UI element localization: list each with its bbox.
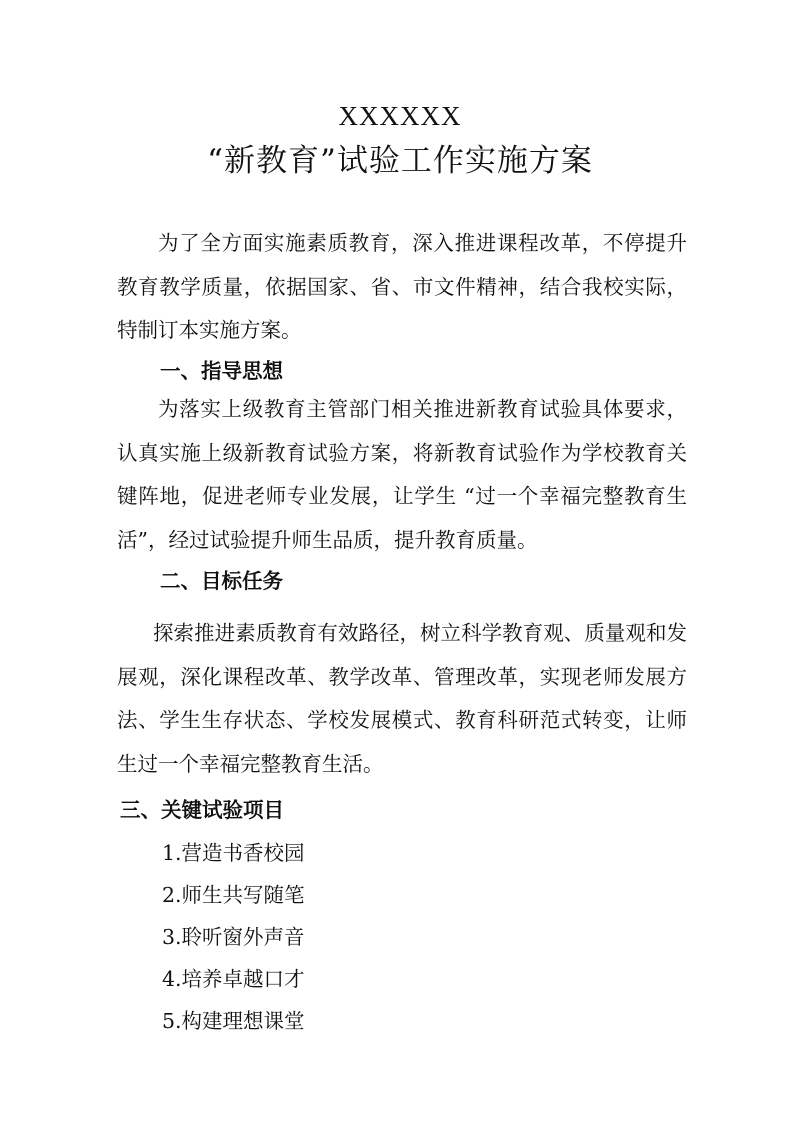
- list-item: 1.营造书香校园: [162, 841, 305, 865]
- list-item: 3.聆听窗外声音: [162, 925, 305, 949]
- title-line-2: “新教育”试验工作实施方案: [207, 143, 593, 179]
- list-item: 4.培养卓越口才: [162, 967, 305, 991]
- section-heading-2: 二、目标任务: [160, 569, 283, 593]
- section-heading-1: 一、指导思想: [160, 359, 283, 383]
- list-item: 5.构建理想课堂: [162, 1009, 305, 1033]
- list-item: 2.师生共写随笔: [162, 883, 305, 907]
- title-line-1: XXXXXX: [338, 101, 462, 131]
- section-body-2: 探索推进素质教育有效路径，树立科学教育观、质量观和发展观，深化课程改革、教学改革、管理改革，实现老师发展方法、学生生存状态、学校发展模式、教育科研范式转变，让师生过一个幸福完整教育生活。: [117, 621, 687, 776]
- intro-paragraph: 为了全方面实施素质教育，深入推进课程改革，不停提升教育教学质量，依据国家、省、市文件精神，结合我校实际，特制订本实施方案。: [117, 231, 687, 342]
- section-body-1: 为落实上级教育主管部门相关推进新教育试验具体要求，认真实施上级新教育试验方案，将新教育试验作为学校教育关键阵地，促进老师专业发展，让学生 “过一个幸福完整教育生活”，经过试验提升师生品质，提升教育质量。: [117, 397, 687, 552]
- section-heading-3: 三、关键试验项目: [120, 798, 284, 822]
